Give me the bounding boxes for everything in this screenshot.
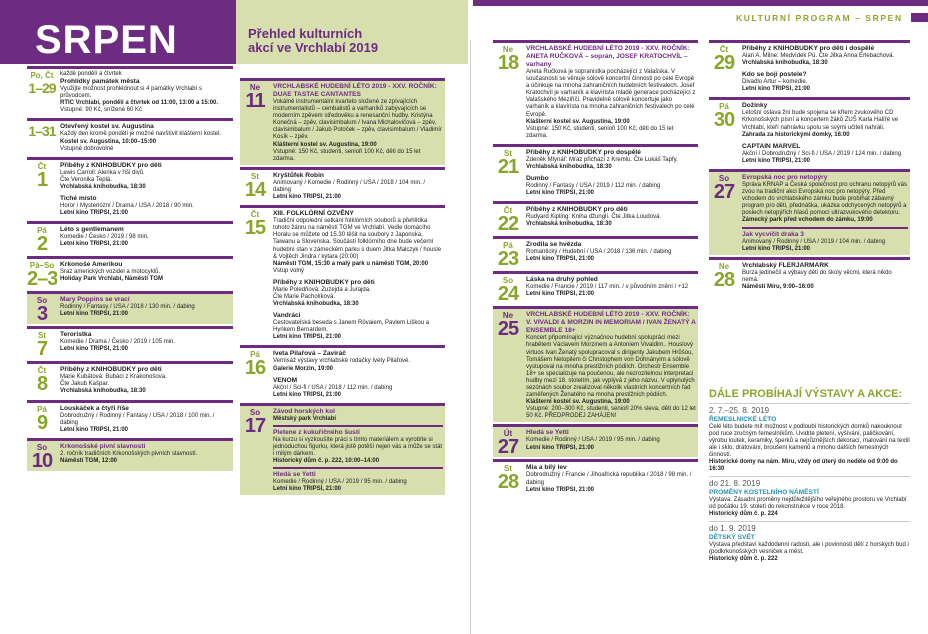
event-text: Marie Kubátová: Bubáci z Krakonošova.: [60, 374, 167, 381]
event-day: Čt: [37, 161, 47, 171]
event-body: [523, 462, 698, 495]
event-date: [493, 462, 523, 495]
event-body: [270, 208, 445, 343]
exhibition-item: [709, 476, 910, 521]
event-venue: Letní kino TRIPSI, 21:00: [742, 245, 811, 252]
event-venue: Zahrada za historickými domky, 16:00: [742, 131, 850, 138]
event-text: Komedie / Rodinný / USA / 2019 / 95 min. / dabing: [273, 479, 407, 486]
event-text: Animovaný / Komedie / Rodinný / USA / 2018 / 104 min. / dabing: [273, 179, 426, 193]
event-venue: Letní kino TRIPSI, 21:00: [526, 256, 595, 263]
event-block: [240, 205, 445, 343]
event-title: Jak vycvičit draka 3: [742, 230, 804, 238]
event-block: [493, 459, 698, 495]
event-venue: Letní kino TRIPSI, 21:00: [273, 391, 342, 398]
event-day: Pá: [719, 102, 729, 112]
event-body: [57, 403, 233, 436]
event-title: Příběhy z KNIHOBUDKY pro děti: [273, 278, 375, 286]
event-block: [27, 118, 233, 154]
event-body: [739, 172, 910, 255]
event-text: Zdeněk Mlynář: Mráz přichází z Kremlu. Čte Lukáš Tapfy.: [526, 156, 678, 163]
event-venue: Klášterní kostel sv. Augustina, 19:00: [526, 118, 630, 125]
event-day-number: 1–31: [28, 123, 56, 140]
event-venue: Klášterní kostel sv. Augustina, 19:00: [273, 141, 377, 148]
event-day-number: 7: [36, 338, 48, 360]
event-day-number: 16: [244, 357, 266, 380]
event-day-number: 24: [497, 283, 519, 305]
event-venue: Vrchlabská knihobudka, 18:30: [273, 301, 359, 308]
event-text: Alan A. Milne: Medvídek Pú. Čte Jitka Anna Erlebachová.: [742, 53, 895, 59]
event-title: Láska na druhý pohled: [526, 276, 598, 284]
exhibition-item: [709, 521, 910, 566]
event-text: Marie Poledňová: Zuzejda a Jurajda.: [273, 286, 371, 293]
event-day: Čt: [37, 366, 47, 376]
subtitle-line2: akcí ve Vrchlabí 2019: [248, 40, 379, 55]
event-title: Prohlídky památek města: [60, 78, 140, 86]
event-venue: Letní kino TRIPSI, 21:00: [526, 486, 595, 493]
event-text: Dobrodružný / Francie / Jihoafrická republika / 2018 / 98 min. / dabing: [526, 472, 692, 486]
event-title: Teroristka: [60, 331, 92, 339]
event-block: [493, 201, 698, 234]
event-body: [57, 259, 233, 289]
event-title: Vandráci: [273, 312, 301, 320]
event-title: VENOM: [273, 376, 298, 384]
event-title: Kryštůfek Robin: [273, 171, 324, 179]
event-day-number: 17: [244, 414, 266, 437]
event-body: [270, 170, 445, 203]
event-rule: [273, 467, 443, 469]
subtitle: [248, 27, 378, 55]
column-2: [240, 78, 445, 497]
event-text: Komedie / Česko / 2019 / 98 min.: [60, 234, 149, 241]
event-date: [240, 406, 270, 496]
event-venue: Vrchlabská knihobudka, 18:30: [742, 60, 828, 67]
event-venue: Letní kino TRIPSI, 21:00: [273, 194, 342, 201]
event-day-number: 8: [36, 373, 48, 396]
exhibition-item: [709, 403, 910, 476]
event-title: Příběhy z KNIHOBUDKY pro dospělé: [526, 148, 641, 156]
event-title: Zrodila se hvězda: [526, 241, 582, 249]
event-text: Komedie / Drama / Česko / 2019 / 105 min.: [60, 339, 176, 346]
event-body: [270, 406, 445, 496]
exhibition-place: Historický dům č. p. 222: [709, 556, 778, 562]
event-text: Rudyard Kipling: Kniha džunglí. Čte Jitka Loudová.: [526, 214, 662, 221]
event-text: Animovaný / Rodinný / USA / 2019 / 104 min. / dabing: [742, 238, 886, 245]
event-title: CAPTAIN MARVEL: [742, 142, 801, 150]
event-day: So: [249, 407, 261, 417]
event-day-number: 9: [36, 411, 48, 434]
event-text: 2. ročník tradičních Krkonošských pivních slavností.: [60, 450, 198, 457]
event-block: [709, 169, 910, 255]
exhibition-dates: do 1. 9. 2019: [709, 524, 756, 533]
event-date: [240, 208, 270, 343]
event-text: Každý den kromě pondělí je možné navštívit klášterní kostel.: [60, 131, 222, 138]
event-text: Cestovatelská beseda s Janem Rövaiem, Pavlem Liškou a Hynkem Bernardem.: [273, 320, 430, 334]
event-date: [493, 147, 523, 199]
event-text: Vstupné: 90 Kč, snížené 60 Kč: [60, 107, 143, 114]
event-day: Pá: [37, 404, 47, 414]
event-text: Čte Marie Pacholíková.: [273, 293, 336, 300]
event-block: [27, 291, 233, 324]
event-body: [57, 441, 233, 471]
event-body: [523, 274, 698, 304]
event-text: Letošní oslava žní bude spojena se křtem zvukového CD Krkonošských písní a koncertem žáků ZUŠ Karla Halíře ve Vrchlabí, kteří nahrávku spolu se svými učiteli nahráli.: [742, 110, 899, 131]
event-title: Léto s gentlemanem: [60, 226, 124, 234]
event-text: Tradiční odpolední setkání folklórních souborů a přehlídka tohoto žánru na náměstí TGM ve Vrchlabí. Vedle domácího Horalu se můžete od 15.30 těšit na soubory z Japonska, Taiwanu a Slovenska. Součástí folklórního dne bude večerní hudební stan v zámeckém parku s duem Jitka Malczyk / housle & Vojtěch Jindra / kytara (20:00): [273, 218, 442, 260]
event-day: St: [504, 148, 512, 158]
event-text: Komedie / Rodinný / USA / 2019 / 95 min. / dabing: [526, 437, 660, 444]
event-text: Lewis Carroll: Alenka v říši divů.: [60, 169, 145, 176]
event-day-number: 21: [497, 155, 519, 178]
event-text: Vstup volný: [273, 267, 305, 274]
column-4: [709, 40, 910, 295]
event-date: [240, 170, 270, 203]
program-label: KULTURNÍ PROGRAM – SRPEN: [736, 13, 903, 23]
event-block: [493, 271, 698, 304]
event-date: [709, 172, 739, 255]
event-title: Závod horských kol: [273, 407, 335, 415]
event-text: Akční / Sci-fi / USA / 2018 / 112 min. / dabing: [273, 384, 393, 391]
event-block: [240, 345, 445, 400]
event-text: Koncert připomínající význačnou hudební spolupráci mezi hrabětem Václavem Morzinem a Antoniem Vivaldim.. Houslový virtuos Ivan Ženatý spolupracoval s dirigenty Jakubem Hrůšou, Tomášem Netopilem či Christophem von Dohnányim a sólově vystupoval na mnoha prestižních pódiích. Orchestr Ensemble 18+ se specializuje na poučenou, ale nezrozitelnou interpretaci hudby mezi 18. stoletím, jak vyplývá z jeho názvu. V uplynulých sezónách soubor zrealizoval několik vlastních koncertních řad zaměřených Ženatého na mnoha prestižních pódiích.: [526, 335, 695, 399]
event-title: Příběhy z KNIHOBUDKY pro děti: [60, 161, 162, 169]
event-day-number: 1–29: [28, 80, 56, 96]
event-date: [709, 260, 739, 293]
subtitle-panel: [236, 0, 468, 64]
event-day-number: 2–3: [27, 268, 57, 290]
event-block: [709, 97, 910, 167]
event-title: Hledá se Yetti: [273, 471, 316, 479]
event-title: XIII. FOLKLÓRNÍ OZVĚNY: [273, 210, 354, 218]
event-text: Vstupné: 150 Kč, studenti, senioři 100 Kč, děti do 15 let zdarma.: [526, 125, 674, 139]
event-title: Mia a bílý lev: [526, 464, 567, 472]
event-block: [493, 424, 698, 457]
event-text: Horor / Mysteriózní / Drama / USA / 2018 / 90 min.: [60, 203, 194, 210]
event-venue: Holiday Park Vrchlabí, Náměstí TGM: [60, 276, 164, 283]
exhibition-place: Historický dům č. p. 224: [709, 511, 778, 517]
event-venue: Letní kino TRIPSI, 21:00: [273, 334, 342, 341]
event-block: [709, 40, 910, 95]
event-text: každé pondělí a čtvrtek: [60, 71, 122, 77]
event-body: [57, 160, 233, 219]
event-date: [27, 329, 57, 359]
event-title: VRCHLABSKÉ HUDEBNÍ LÉTO 2019 - XXV. ROČNÍK: ANETA RUČKOVÁ – soprán, JOSEF KRATOCHVÍL – varhany: [526, 45, 690, 68]
event-day-number: 28: [713, 268, 735, 291]
event-venue: Letní kino TRIPSI, 21:00: [60, 311, 129, 318]
event-body: [739, 260, 910, 293]
month-header: [0, 0, 236, 64]
event-day: Pá: [37, 226, 47, 236]
event-block: [27, 400, 233, 436]
event-text: Dobrodružný / Rodinný / Fantasy / USA / 2018 / 100 min. / dabing: [60, 412, 215, 426]
event-day-number: 10: [31, 449, 53, 471]
event-venue: Náměstí TGM, 12:00: [60, 457, 118, 464]
event-date: [27, 364, 57, 397]
event-title: Evropská noc pro netopýry: [742, 173, 828, 181]
event-body: [523, 204, 698, 234]
event-text: Divadlo Artur – komedie.: [742, 79, 808, 86]
event-date: [493, 239, 523, 269]
event-venue: Kostel sv. Augustina, 10:00–15:00: [60, 138, 157, 145]
exhibition-text: Celé léto budete mít možnost v podloubí historických domků nakouknout pod ruce zručným řemeslníkům. Uvidíte pletení, vyšívání, paličkování, výrobu loutek, keramiky, šperků a nejrůznějších dekorací, malování na textil ale i sklo, drátování, broušení kamenů a mnoho dalších řemeslných činností.: [709, 424, 910, 458]
event-text: Na kurzu si vyzkoušíte práci s tímto materiálem a vyrobíte si jednoduchou figurku, která jistě potěší nejen vás a může se stát i milým dárkem.: [273, 436, 443, 458]
event-body: [270, 348, 445, 400]
exhibition-dates: 2. 7.–25. 8. 2019: [709, 406, 770, 415]
event-text: Vstupné: 150 Kč, studenti, senioři 100 Kč, děti do 15 let zdarma.: [273, 148, 421, 162]
program-label-bar: [911, 13, 928, 22]
event-title: Krkonošské pivní slavnosti: [60, 442, 146, 450]
event-text: Čte Veronika Teplá.: [60, 176, 112, 183]
event-block: [709, 257, 910, 293]
event-title: Dumbo: [526, 175, 549, 183]
event-venue: RTIC Vrchlabí, pondělí a čtvrtek od 11:00, 13:00 a 15:00.: [60, 100, 219, 107]
event-day-number: 25: [497, 318, 519, 341]
event-body: [523, 43, 698, 142]
event-text: Vokálně instrumentální kvarteto složené ze zpívajících instrumentalistů – cembalistů a varhaníků zabývajících se moderním zpěvem středověku a renesanční hudby. Kristýna Konečná – zpěv, clavisimbalum / Ivana Michalovičová – zpěv, clavisimbalum / Jakub Potoček – zpěv, clavisimbalum / Vladimír Kosík – zpěv.: [273, 99, 442, 141]
event-title: Tiché místo: [60, 195, 97, 203]
event-venue: Zámecký park před vchodem do zámku, 19:00: [742, 217, 873, 224]
event-date: [493, 43, 523, 142]
event-block: [27, 66, 233, 116]
event-date: [240, 81, 270, 165]
event-rule: [742, 227, 908, 229]
event-title: VRCHLABSKÉ HUDEBNÍ LÉTO 2019 - XXV. ROČNÍK: DUAE TASTAE CANTANTES: [273, 83, 437, 98]
event-date: [493, 309, 523, 422]
exhibition-text: Výstava představí každodenní radosti, ale i povinnosti dětí z horských bud i (podkrkonošských vesniček a měst.: [709, 542, 909, 555]
event-body: [739, 100, 910, 167]
event-title: Louskáček a čtyři říše: [60, 404, 129, 412]
top-purple-bar: [473, 0, 928, 6]
event-title: Dožínky: [742, 102, 768, 110]
exhibition-title: ŘEMESLNICKÉ LÉTO: [709, 416, 777, 423]
event-day: Pá: [250, 350, 260, 360]
event-text: Správa KRNAP a Česká společnost pro ochranu netopýrů vás zvou na tradiční akci Evropská noc pro netopýry. Před vchodem do vrchlabského zámku bude probíhat zábavný program pro děti, přednáška, ukázka odchycených netopýrů a poslech netopýřích hlasů pomocí ultrazvukového detektoru.: [742, 181, 907, 217]
event-date: [27, 224, 57, 254]
event-text: Romantický / Hudební / USA / 2018 / 136 min. / dabing: [526, 249, 672, 256]
event-day: Ne: [502, 311, 514, 321]
event-venue: Letní kino TRIPSI, 21:00: [60, 210, 129, 217]
exhibition-title: DĚTSKÝ SVĚT: [709, 534, 755, 541]
event-day-number: 15: [244, 217, 266, 240]
event-body: [57, 224, 233, 254]
event-title: Vrchlabský FLERJARMARK: [742, 261, 829, 269]
event-text: Akční / Dobrodružný / Sci-fi / USA / 2019 / 124 min. / dabing: [742, 150, 902, 157]
event-block: [27, 221, 233, 254]
event-day: Čt: [503, 206, 513, 216]
event-day: St: [251, 171, 259, 181]
event-date: [493, 427, 523, 457]
event-date: [27, 69, 57, 116]
event-day-number: 22: [497, 213, 519, 235]
exhibition-text: Výstava. Zásadní proměny nejdůležitějšího veřejného prostoru ve Vrchlabí od počátku 19. století do rekonstrukce v roce 2018.: [709, 497, 907, 510]
event-day-number: 11: [245, 90, 265, 112]
event-date: [27, 294, 57, 324]
event-title: Příběhy z KNIHOBUDKY pro děti: [60, 366, 162, 374]
event-body: [739, 43, 910, 95]
event-date: [709, 43, 739, 95]
event-text: Využijte možnost prohlédnout si 4 památky Vrchlabí s průvodcem.: [60, 86, 202, 100]
event-venue: Letní kino TRIPSI, 21:00: [526, 291, 595, 298]
event-block: [27, 438, 233, 471]
event-title: Krkonoše Amerikou: [60, 261, 123, 269]
event-body: [57, 364, 233, 397]
event-block: [493, 306, 698, 422]
event-title: VRCHLABSKÉ HUDEBNÍ LÉTO 2019 - XXV. ROČNÍK: V. VIVALDI & MORZIN IN MEMORIAM / IVAN ŽENATÝ A ENSEMBLE 18+: [526, 311, 696, 335]
event-title: Příběhy z KNIHOBUDKY pro děti: [526, 206, 628, 214]
event-block: [27, 361, 233, 397]
event-day-number: 1: [36, 168, 48, 191]
event-venue: Vrchlabská knihobudka, 18:30: [526, 221, 612, 228]
column-3: [493, 40, 698, 498]
event-venue: Galerie Morzin, 19:00: [273, 365, 334, 372]
event-title: Hledá se Yetti: [526, 429, 569, 437]
event-day-number: 23: [497, 248, 519, 270]
event-rule: [273, 425, 443, 427]
event-venue: Letní kino TRIPSI, 21:00: [742, 86, 811, 93]
event-date: [240, 348, 270, 400]
event-date: [27, 403, 57, 436]
event-block: [493, 236, 698, 269]
column-1: [27, 66, 233, 473]
event-title: Iveta Pilařová – Zaviráč: [273, 350, 346, 358]
event-venue: Městský park Vrchlabí: [273, 415, 337, 422]
event-title: Otevřený kostel sv. Augustina: [60, 123, 154, 131]
event-venue: Vrchlabská knihobudka, 18:30: [60, 388, 146, 395]
event-date: [27, 160, 57, 219]
event-venue: Letní kino TRIPSI, 21:00: [273, 486, 342, 493]
event-venue: Letní kino TRIPSI, 21:00: [60, 346, 129, 353]
event-date: [709, 100, 739, 167]
event-text: Vstupné dobrovolné: [60, 145, 114, 152]
event-block: [240, 167, 445, 203]
event-day-number: 30: [713, 109, 735, 132]
event-title: Mary Poppins se vrací: [60, 296, 130, 304]
continuing-title: DÁLE PROBÍHAJÍ VÝSTAVY A AKCE:: [709, 388, 903, 400]
event-venue: Klášterní kostel sv. Augustina, 19:00: [526, 399, 630, 406]
exhibition-place: Historické domy na nám. Míru, vždy od úterý do neděle od 9:00 do 16:30: [709, 459, 898, 472]
event-date: [493, 274, 523, 304]
event-day: So: [502, 276, 514, 286]
event-block: [27, 157, 233, 219]
event-venue: Letní kino TRIPSI, 21:00: [60, 241, 129, 248]
exhibition-dates: do 21. 8. 2019: [709, 479, 761, 488]
event-day: So: [36, 442, 48, 452]
event-title: Příběhy z KNIHOBUDKY pro děti i dospělé: [742, 45, 875, 52]
event-day: St: [504, 464, 512, 474]
event-text: Vstupné: 200–300 Kč, studenti, senioři 20% sleva, děti do 12 let 50 Kč. PŘEDPRODEJ ZAHÁJEN!: [526, 406, 696, 420]
event-block: [493, 40, 698, 142]
event-block: [240, 403, 445, 496]
event-body: [523, 427, 698, 457]
event-venue: Historický dům č. p. 222, 10:00–14:00: [273, 458, 380, 465]
event-text: Sraz amerických vozidel a motocyklů.: [60, 269, 161, 276]
subtitle-line1: Přehled kulturních: [248, 26, 363, 41]
event-body: [523, 309, 698, 422]
event-venue: Letní kino TRIPSI, 21:00: [526, 444, 595, 451]
event-day-number: 3: [36, 303, 48, 325]
event-day: Čt: [719, 45, 729, 54]
event-day-number: 18: [497, 52, 519, 74]
continuing-events: [709, 384, 910, 566]
event-day-number: 28: [497, 471, 519, 494]
event-day-number: 27: [497, 436, 519, 458]
event-body: [523, 239, 698, 269]
event-text: Komedie / Francie / 2019 / 117 min. / v původním znění / +12: [526, 284, 689, 291]
event-day-number: 2: [36, 233, 48, 255]
month-title: SRPEN: [35, 18, 178, 62]
event-day: So: [36, 296, 48, 306]
event-date: [27, 121, 57, 154]
event-venue: Náměstí Míru, 9:00–16:00: [742, 283, 814, 290]
event-venue: Vrchlabská knihobudka, 18:30: [60, 183, 146, 190]
event-day: Ne: [502, 45, 514, 54]
exhibition-title: PROMĚNY KOSTELNÍHO NÁMĚSTÍ: [709, 489, 819, 496]
event-body: [523, 147, 698, 199]
event-text: Rodinný / Fantasy / USA / 2019 / 112 min. / dabing: [526, 183, 661, 190]
event-day-number: 29: [713, 52, 735, 74]
event-day: Ne: [249, 83, 261, 92]
event-day: Ne: [718, 261, 730, 271]
event-day-number: 14: [244, 178, 266, 201]
page-gutter: [470, 40, 471, 634]
event-day: Čt: [250, 210, 260, 220]
event-venue: Náměstí TGM, 15:30 a malý park u náměstí TGM, 20:00: [273, 260, 429, 267]
event-body: [57, 69, 233, 116]
event-date: [493, 204, 523, 234]
event-body: [57, 121, 233, 154]
event-day: Út: [503, 429, 513, 439]
event-text: Aneta Ručková je sopranistka pocházející z Valašska. V současnosti se věnuje sólové koncertní činnosti po celé Evropě a účinkuje na mnoha zahraničních hudebních festivalech. Josef Kratochvíl je varhaník a klavírista mladé generace pocházející z Valašského Meziříčí. Pravidelně sólově koncertuje jako varhaník a klavírista na mnoha zahraničních festivalech po celé Evropě.: [526, 69, 696, 118]
event-day: Pá–So: [29, 261, 55, 271]
event-day: Pá: [503, 241, 513, 251]
event-date: [27, 441, 57, 471]
event-day-number: 27: [713, 180, 735, 203]
event-venue: Letní kino TRIPSI, 21:00: [526, 190, 595, 197]
event-day: Po, Čt: [30, 71, 54, 80]
event-block: [240, 78, 445, 165]
event-body: [57, 294, 233, 324]
event-date: [27, 259, 57, 289]
event-body: [270, 81, 445, 165]
event-venue: Letní kino TRIPSI, 21:00: [60, 426, 129, 433]
event-venue: Vrchlabská knihobudka, 18:30: [526, 164, 612, 171]
event-day: So: [718, 173, 730, 183]
event-text: Vernisáž výstavy vrchlabské rodačky Ivety Pilařové.: [273, 358, 411, 365]
event-title: Kdo se bojí postele?: [742, 71, 807, 79]
event-block: [27, 256, 233, 289]
event-text: Burza jedinečií a výbavy děti do školy věcmi, která nikdo nemá.: [742, 269, 892, 283]
event-block: [493, 144, 698, 199]
event-block: [27, 326, 233, 359]
event-text: Čte Jakub Kašpar.: [60, 381, 110, 388]
event-day: St: [38, 331, 46, 341]
event-body: [57, 329, 233, 359]
event-venue: Letní kino TRIPSI, 21:00: [742, 157, 811, 164]
event-title: Pletene z kukuřičného šustí: [273, 428, 360, 436]
event-text: Rodinný / Fantasy / USA / 2018 / 130 min. / dabing: [60, 304, 195, 311]
